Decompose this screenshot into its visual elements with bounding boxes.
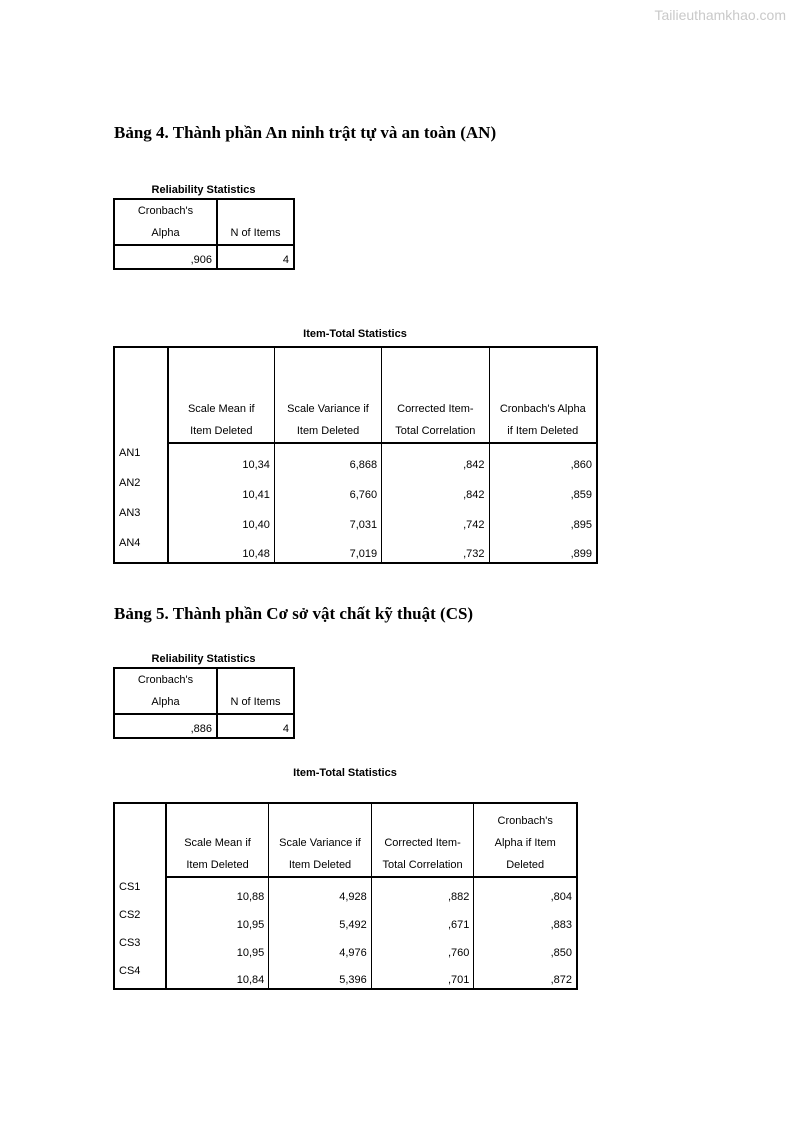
rel-header-alpha-1: Cronbach's — [114, 668, 217, 691]
row-label: CS2 — [114, 905, 166, 933]
table-row: CS1 10,88 4,928 ,882 ,804 — [114, 877, 577, 905]
reliability-table-cs — [113, 667, 295, 739]
table-row: CS3 10,95 4,976 ,760 ,850 — [114, 933, 577, 961]
rel-n-items-value: 4 — [217, 245, 294, 269]
header-corrected-correlation: Corrected Item- — [382, 398, 489, 420]
rel-alpha-value: ,906 — [114, 245, 217, 269]
reliability-title-cs: Reliability Statistics — [151, 653, 256, 665]
row-label: AN2 — [114, 473, 168, 503]
row-label: AN3 — [114, 503, 168, 533]
row-label: AN4 — [114, 533, 168, 563]
header-scale-variance: Scale Variance if — [274, 398, 381, 420]
header-alpha-if-deleted: Alpha if Item — [474, 832, 577, 854]
rel-header-alpha-2: Alpha — [114, 222, 217, 245]
rel-n-items-value: 4 — [217, 714, 294, 738]
table-row: CS4 10,84 5,396 ,701 ,872 — [114, 961, 577, 989]
reliability-title-an: Reliability Statistics — [151, 184, 256, 196]
table-row: AN1 10,34 6,868 ,842 ,860 — [114, 443, 597, 473]
item-total-title-an: Item-Total Statistics — [303, 328, 407, 340]
row-label: CS1 — [114, 877, 166, 905]
watermark: Tailieuthamkhao.com — [654, 7, 786, 23]
item-total-table-cs: Cronbach's Scale Mean if Scale Variance if Corrected Item- Alpha if Item Item Deleted Item Deleted Total Correlation Deleted CS1 10,88 4,928 ,882 ,804 CS2 10,95 5,492 ,671 ,883 CS3 10,95 4,976 ,760 ,850 CS4 10,84 5,396 ,701 ,872 — [113, 802, 578, 990]
section-heading-an: Bảng 4. Thành phần An ninh trật tự và an toàn (AN) — [114, 123, 497, 142]
rel-header-n-items: N of Items — [217, 222, 294, 245]
item-total-table-an: Scale Mean if Scale Variance if Corrected Item- Cronbach's Alpha Item Deleted Item Deleted Total Correlation if Item Deleted AN1 10,34 6,868 ,842 ,860 AN2 10,41 6,760 ,842 ,859 AN3 10,40 7,031 ,742 ,895 AN4 10,48 7,019 ,732 ,899 — [113, 346, 598, 564]
header-scale-mean: Scale Mean if — [166, 832, 269, 854]
reliability-table-an — [113, 198, 295, 270]
rel-header-alpha-1: Cronbach's — [114, 199, 217, 222]
table-row: AN3 10,40 7,031 ,742 ,895 — [114, 503, 597, 533]
table-row: AN4 10,48 7,019 ,732 ,899 — [114, 533, 597, 563]
header-scale-mean: Scale Mean if — [168, 398, 275, 420]
section-heading-cs: Bảng 5. Thành phần Cơ sở vật chất kỹ thuật (CS) — [114, 604, 474, 623]
rel-header-n-items: N of Items — [217, 691, 294, 714]
header-alpha-if-deleted: Cronbach's Alpha — [489, 398, 597, 420]
rel-header-alpha-2: Alpha — [114, 691, 217, 714]
table-row: AN2 10,41 6,760 ,842 ,859 — [114, 473, 597, 503]
row-label: AN1 — [114, 443, 168, 473]
row-label: CS3 — [114, 933, 166, 961]
item-total-title-cs: Item-Total Statistics — [293, 767, 397, 779]
header-scale-variance: Scale Variance if — [269, 832, 372, 854]
rel-alpha-value: ,886 — [114, 714, 217, 738]
table-row: CS2 10,95 5,492 ,671 ,883 — [114, 905, 577, 933]
header-corrected-correlation: Corrected Item- — [371, 832, 474, 854]
row-label: CS4 — [114, 961, 166, 989]
